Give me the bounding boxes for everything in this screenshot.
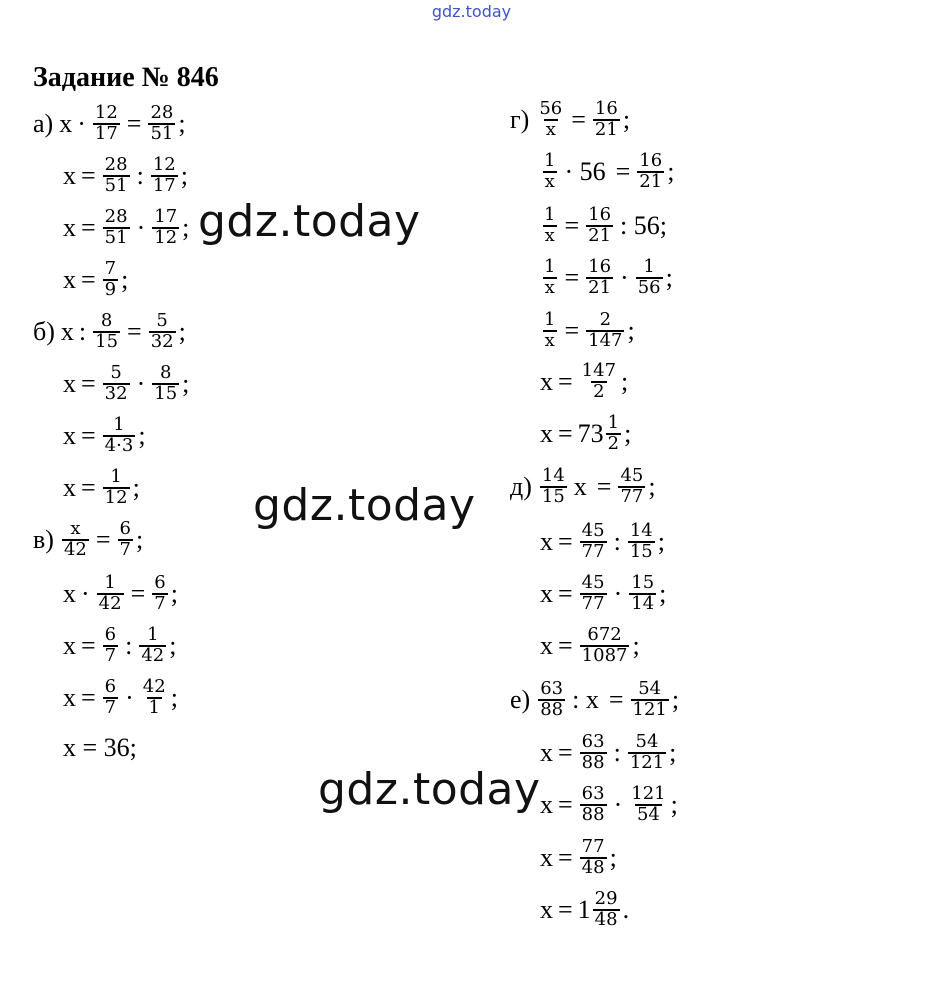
fraction bbox=[103, 208, 130, 248]
task-title: Задание № 846 bbox=[33, 62, 219, 93]
equals: = bbox=[558, 366, 573, 396]
denominator: 121 bbox=[632, 698, 667, 720]
fraction bbox=[542, 206, 557, 246]
operator: · bbox=[136, 212, 146, 242]
fraction bbox=[62, 520, 89, 560]
fraction bbox=[593, 890, 620, 930]
fraction bbox=[628, 522, 655, 562]
var-x: x bbox=[540, 737, 553, 767]
eq-d-2 bbox=[540, 522, 665, 562]
denominator: x bbox=[545, 118, 556, 140]
eq-d-4 bbox=[540, 626, 640, 666]
var-x: x bbox=[540, 630, 553, 660]
equals: = bbox=[596, 471, 612, 501]
denominator: 54 bbox=[636, 803, 660, 825]
denominator: 12 bbox=[104, 486, 128, 508]
denominator: 42 bbox=[98, 592, 122, 614]
fraction bbox=[151, 156, 178, 196]
whole-part: 1 bbox=[577, 894, 591, 924]
equals: = bbox=[81, 682, 96, 712]
numerator: 121 bbox=[631, 783, 666, 804]
fraction bbox=[618, 467, 645, 507]
numerator: 8 bbox=[159, 362, 172, 383]
equals: = bbox=[558, 737, 573, 767]
equals: = bbox=[130, 578, 146, 608]
eq-e-5 bbox=[540, 890, 629, 930]
equals: = bbox=[81, 368, 96, 398]
eq-a-1 bbox=[33, 104, 186, 144]
punctuation: ; bbox=[170, 682, 178, 712]
punctuation: ; bbox=[170, 578, 178, 608]
numerator: 42 bbox=[142, 676, 166, 697]
numerator: 29 bbox=[594, 888, 618, 909]
equals: = bbox=[608, 684, 624, 714]
denominator: 9 bbox=[104, 278, 117, 300]
eq-g-6 bbox=[540, 362, 628, 402]
numerator: 6 bbox=[104, 676, 117, 697]
operator: · bbox=[613, 789, 623, 819]
denominator: 1 bbox=[148, 696, 160, 718]
numerator: 45 bbox=[581, 520, 605, 541]
numerator: 672 bbox=[587, 624, 622, 645]
fraction bbox=[538, 680, 565, 720]
equals: = bbox=[558, 418, 573, 448]
equals: = bbox=[558, 526, 573, 556]
whole-part: 73 bbox=[577, 418, 604, 448]
eq-g-5 bbox=[540, 311, 635, 351]
punctuation: ; bbox=[624, 418, 632, 448]
var-x: x bbox=[63, 420, 76, 450]
fraction bbox=[152, 364, 179, 404]
numerator: 1 bbox=[544, 150, 556, 171]
operator: · bbox=[613, 578, 623, 608]
watermark: gdz.today bbox=[253, 480, 476, 531]
punctuation: . bbox=[622, 894, 630, 924]
denominator: 56 bbox=[637, 276, 661, 298]
fraction bbox=[586, 206, 613, 246]
punctuation: ; bbox=[132, 472, 140, 502]
fraction bbox=[580, 785, 607, 825]
fraction bbox=[141, 678, 168, 718]
punctuation: ; bbox=[121, 264, 129, 294]
numerator: 45 bbox=[581, 572, 605, 593]
operator: : bbox=[613, 526, 621, 556]
var-x: x bbox=[540, 894, 553, 924]
denominator: 15 bbox=[95, 330, 119, 352]
denominator: 17 bbox=[152, 174, 176, 196]
eq-a-4 bbox=[63, 260, 128, 300]
fraction bbox=[586, 258, 613, 298]
operator: : bbox=[136, 160, 144, 190]
punctuation: ; bbox=[609, 842, 617, 872]
numerator: 1 bbox=[147, 624, 159, 645]
numerator: 7 bbox=[104, 258, 117, 279]
eq-e-2 bbox=[540, 733, 676, 773]
punctuation: ; bbox=[671, 684, 680, 714]
numerator: 6 bbox=[154, 572, 166, 593]
watermark: gdz.today bbox=[198, 196, 421, 247]
var-x: x bbox=[540, 842, 553, 872]
fraction bbox=[636, 258, 663, 298]
punctuation: ; bbox=[182, 368, 190, 398]
var-x: x bbox=[63, 472, 76, 502]
fraction bbox=[103, 364, 130, 404]
punctuation: ; bbox=[169, 630, 177, 660]
operator: · bbox=[77, 108, 86, 138]
punctuation: ; bbox=[670, 789, 678, 819]
denominator: 21 bbox=[639, 170, 663, 192]
eq-g-1 bbox=[510, 100, 630, 140]
var-x: x bbox=[63, 212, 76, 242]
denominator: 51 bbox=[150, 122, 174, 144]
eq-a-2 bbox=[63, 156, 188, 196]
var-x: x bbox=[63, 264, 76, 294]
denominator: 15 bbox=[541, 485, 565, 507]
numerator: 16 bbox=[639, 150, 663, 171]
numerator: 5 bbox=[110, 362, 122, 383]
eq-v-5 bbox=[63, 735, 137, 761]
equals: = bbox=[81, 264, 96, 294]
denominator: x bbox=[544, 329, 555, 351]
eq-g-7 bbox=[540, 414, 631, 454]
var-x: x bbox=[540, 578, 553, 608]
eq-a-3 bbox=[63, 208, 189, 248]
fraction bbox=[93, 104, 120, 144]
eq-d-3 bbox=[540, 574, 666, 614]
fraction bbox=[103, 678, 118, 718]
operator: · bbox=[81, 578, 90, 608]
fraction bbox=[149, 312, 176, 352]
equals: = bbox=[95, 524, 111, 554]
punctuation: ; bbox=[178, 316, 186, 346]
numerator: 14 bbox=[629, 520, 653, 541]
watermark-top: gdz.today bbox=[431, 2, 512, 21]
numerator: 147 bbox=[581, 360, 617, 381]
fraction bbox=[97, 574, 124, 614]
denominator: 21 bbox=[588, 276, 612, 298]
fraction bbox=[152, 574, 167, 614]
denominator: 17 bbox=[94, 122, 118, 144]
fraction bbox=[580, 362, 618, 402]
numerator: 12 bbox=[152, 154, 176, 175]
fraction bbox=[93, 312, 120, 352]
numerator: 28 bbox=[150, 102, 174, 123]
denominator: 14 bbox=[631, 592, 655, 614]
denominator: 2 bbox=[607, 432, 620, 454]
equals: = bbox=[564, 262, 580, 292]
denominator: 88 bbox=[540, 698, 564, 720]
fraction bbox=[586, 311, 624, 351]
denominator: 42 bbox=[141, 644, 165, 666]
punctuation: ; bbox=[659, 578, 667, 608]
punctuation: ; bbox=[138, 420, 146, 450]
fraction bbox=[593, 100, 620, 140]
fraction bbox=[103, 156, 130, 196]
equals: = bbox=[564, 210, 580, 240]
fraction bbox=[540, 467, 567, 507]
var-x: x bbox=[63, 578, 76, 608]
numerator: 16 bbox=[588, 256, 612, 277]
numerator: 1 bbox=[544, 204, 556, 225]
operand: · 56 bbox=[564, 156, 606, 186]
eq-v-4 bbox=[63, 678, 178, 718]
numerator: 54 bbox=[638, 678, 662, 699]
fraction bbox=[580, 838, 607, 878]
denominator: x bbox=[544, 224, 555, 246]
watermark: gdz.today bbox=[318, 764, 541, 815]
punctuation: ; bbox=[182, 212, 190, 242]
fraction bbox=[148, 104, 175, 144]
fraction bbox=[118, 520, 133, 560]
equals: = bbox=[81, 630, 96, 660]
equals: = bbox=[81, 160, 96, 190]
denominator: 12 bbox=[154, 226, 178, 248]
fraction bbox=[631, 680, 669, 720]
item-label: в) bbox=[33, 524, 54, 554]
numerator: 77 bbox=[581, 836, 605, 857]
var-x: x bbox=[63, 630, 76, 660]
operand: : 56; bbox=[620, 210, 667, 240]
eq-d-1 bbox=[510, 467, 656, 507]
fraction bbox=[580, 626, 630, 666]
fraction bbox=[542, 152, 557, 192]
var-x: x bbox=[540, 526, 553, 556]
var-x: x bbox=[63, 682, 76, 712]
fraction bbox=[103, 260, 118, 300]
item-label: а) bbox=[33, 108, 54, 138]
eq-g-2 bbox=[540, 152, 674, 192]
fraction bbox=[629, 574, 656, 614]
eq-v-3 bbox=[63, 626, 177, 666]
numerator: 17 bbox=[154, 206, 178, 227]
numerator: 1 bbox=[544, 309, 556, 330]
denominator: 15 bbox=[154, 382, 178, 404]
var-x: x bbox=[540, 418, 553, 448]
operator: : bbox=[613, 737, 621, 767]
punctuation: ; bbox=[622, 104, 631, 134]
eq-b-3 bbox=[63, 416, 146, 456]
punctuation: ; bbox=[632, 630, 640, 660]
var-x: x bbox=[573, 471, 587, 501]
eq-g-3 bbox=[540, 206, 672, 246]
denominator: 48 bbox=[594, 908, 618, 930]
numerator: 6 bbox=[104, 624, 117, 645]
numerator: 1 bbox=[113, 414, 125, 435]
equals: = bbox=[81, 420, 96, 450]
equation-text: x = 36; bbox=[63, 733, 137, 762]
fraction bbox=[629, 785, 667, 825]
punctuation: ; bbox=[627, 315, 635, 345]
fraction bbox=[103, 626, 118, 666]
numerator: 16 bbox=[594, 98, 618, 119]
denominator: 21 bbox=[594, 118, 618, 140]
item-label: е) bbox=[510, 684, 531, 714]
operator: · bbox=[125, 682, 134, 712]
numerator: 8 bbox=[100, 310, 113, 331]
punctuation: ; bbox=[178, 108, 186, 138]
denominator: 4·3 bbox=[104, 434, 134, 456]
denominator: 32 bbox=[104, 382, 128, 404]
item-label: б) bbox=[33, 316, 55, 346]
denominator: 32 bbox=[150, 330, 174, 352]
denominator: 7 bbox=[119, 538, 131, 560]
fraction bbox=[580, 522, 607, 562]
denominator: 88 bbox=[581, 751, 605, 773]
denominator: 42 bbox=[63, 538, 87, 560]
eq-e-1 bbox=[510, 680, 679, 720]
denominator: x bbox=[544, 170, 555, 192]
eq-b-2 bbox=[63, 364, 189, 404]
equals: = bbox=[127, 316, 142, 346]
equals: = bbox=[615, 156, 631, 186]
numerator: 14 bbox=[541, 465, 565, 486]
denominator: 1087 bbox=[581, 644, 628, 666]
numerator: 1 bbox=[643, 256, 655, 277]
fraction bbox=[637, 152, 664, 192]
eq-b-4 bbox=[63, 468, 140, 508]
denominator: 7 bbox=[154, 592, 166, 614]
equals: = bbox=[558, 789, 573, 819]
punctuation: ; bbox=[621, 366, 629, 396]
fraction bbox=[628, 733, 666, 773]
item-label: д) bbox=[510, 471, 532, 501]
punctuation: ; bbox=[669, 737, 677, 767]
punctuation: ; bbox=[657, 526, 665, 556]
fraction bbox=[580, 733, 607, 773]
equals: = bbox=[564, 315, 580, 345]
fraction bbox=[139, 626, 166, 666]
numerator: 63 bbox=[581, 731, 605, 752]
var-x: x bbox=[59, 108, 73, 138]
numerator: 56 bbox=[539, 98, 563, 119]
eq-g-4 bbox=[540, 258, 673, 298]
equals: = bbox=[81, 472, 96, 502]
numerator: 16 bbox=[588, 204, 612, 225]
punctuation: ; bbox=[667, 156, 675, 186]
operator: : bbox=[78, 316, 87, 346]
fraction bbox=[606, 414, 621, 454]
denominator: 48 bbox=[581, 856, 605, 878]
fraction bbox=[103, 468, 130, 508]
fraction bbox=[542, 258, 557, 298]
denominator: 147 bbox=[588, 329, 623, 351]
denominator: 88 bbox=[581, 803, 605, 825]
numerator: 45 bbox=[620, 465, 644, 486]
punctuation: ; bbox=[665, 262, 673, 292]
numerator: 63 bbox=[540, 678, 564, 699]
numerator: 2 bbox=[599, 309, 612, 330]
numerator: 63 bbox=[581, 783, 605, 804]
eq-b-1 bbox=[33, 312, 186, 352]
numerator: 28 bbox=[104, 206, 128, 227]
eq-e-3 bbox=[540, 785, 678, 825]
var-x: x bbox=[540, 789, 553, 819]
fraction bbox=[152, 208, 179, 248]
denominator: x bbox=[544, 276, 555, 298]
numerator: 12 bbox=[94, 102, 118, 123]
var-x: x bbox=[63, 368, 76, 398]
denominator: 2 bbox=[593, 380, 605, 402]
fraction bbox=[103, 416, 136, 456]
equals: = bbox=[558, 630, 573, 660]
eq-e-4 bbox=[540, 838, 617, 878]
numerator: 1 bbox=[607, 412, 620, 433]
equals: = bbox=[558, 894, 573, 924]
equals: = bbox=[558, 578, 573, 608]
numerator: 5 bbox=[156, 310, 168, 331]
denominator: 77 bbox=[620, 485, 644, 507]
denominator: 51 bbox=[104, 226, 128, 248]
numerator: 6 bbox=[119, 518, 131, 539]
denominator: 121 bbox=[629, 751, 665, 773]
equals: = bbox=[81, 212, 96, 242]
numerator: x bbox=[70, 518, 81, 539]
eq-v-1 bbox=[33, 520, 143, 560]
denominator: 77 bbox=[581, 540, 605, 562]
fraction bbox=[537, 100, 564, 140]
operator: · bbox=[620, 262, 629, 292]
numerator: 1 bbox=[110, 466, 122, 487]
item-label: г) bbox=[510, 104, 530, 134]
var-x: x bbox=[60, 316, 74, 346]
fraction bbox=[580, 574, 607, 614]
numerator: 54 bbox=[635, 731, 659, 752]
denominator: 15 bbox=[629, 540, 653, 562]
eq-v-2 bbox=[63, 574, 178, 614]
denominator: 7 bbox=[104, 696, 117, 718]
denominator: 77 bbox=[581, 592, 605, 614]
punctuation: ; bbox=[180, 160, 188, 190]
punctuation: ; bbox=[648, 471, 656, 501]
var-x: x bbox=[540, 366, 553, 396]
operand: : x bbox=[572, 684, 599, 714]
denominator: 21 bbox=[588, 224, 612, 246]
punctuation: ; bbox=[135, 524, 144, 554]
numerator: 28 bbox=[104, 154, 128, 175]
denominator: 51 bbox=[104, 174, 128, 196]
numerator: 1 bbox=[544, 256, 556, 277]
equals: = bbox=[571, 104, 586, 134]
numerator: 1 bbox=[104, 572, 116, 593]
numerator: 15 bbox=[631, 572, 655, 593]
fraction bbox=[542, 311, 557, 351]
denominator: 7 bbox=[104, 644, 117, 666]
operator: : bbox=[125, 630, 133, 660]
var-x: x bbox=[63, 160, 76, 190]
equals: = bbox=[558, 842, 573, 872]
equals: = bbox=[126, 108, 142, 138]
operator: · bbox=[136, 368, 146, 398]
